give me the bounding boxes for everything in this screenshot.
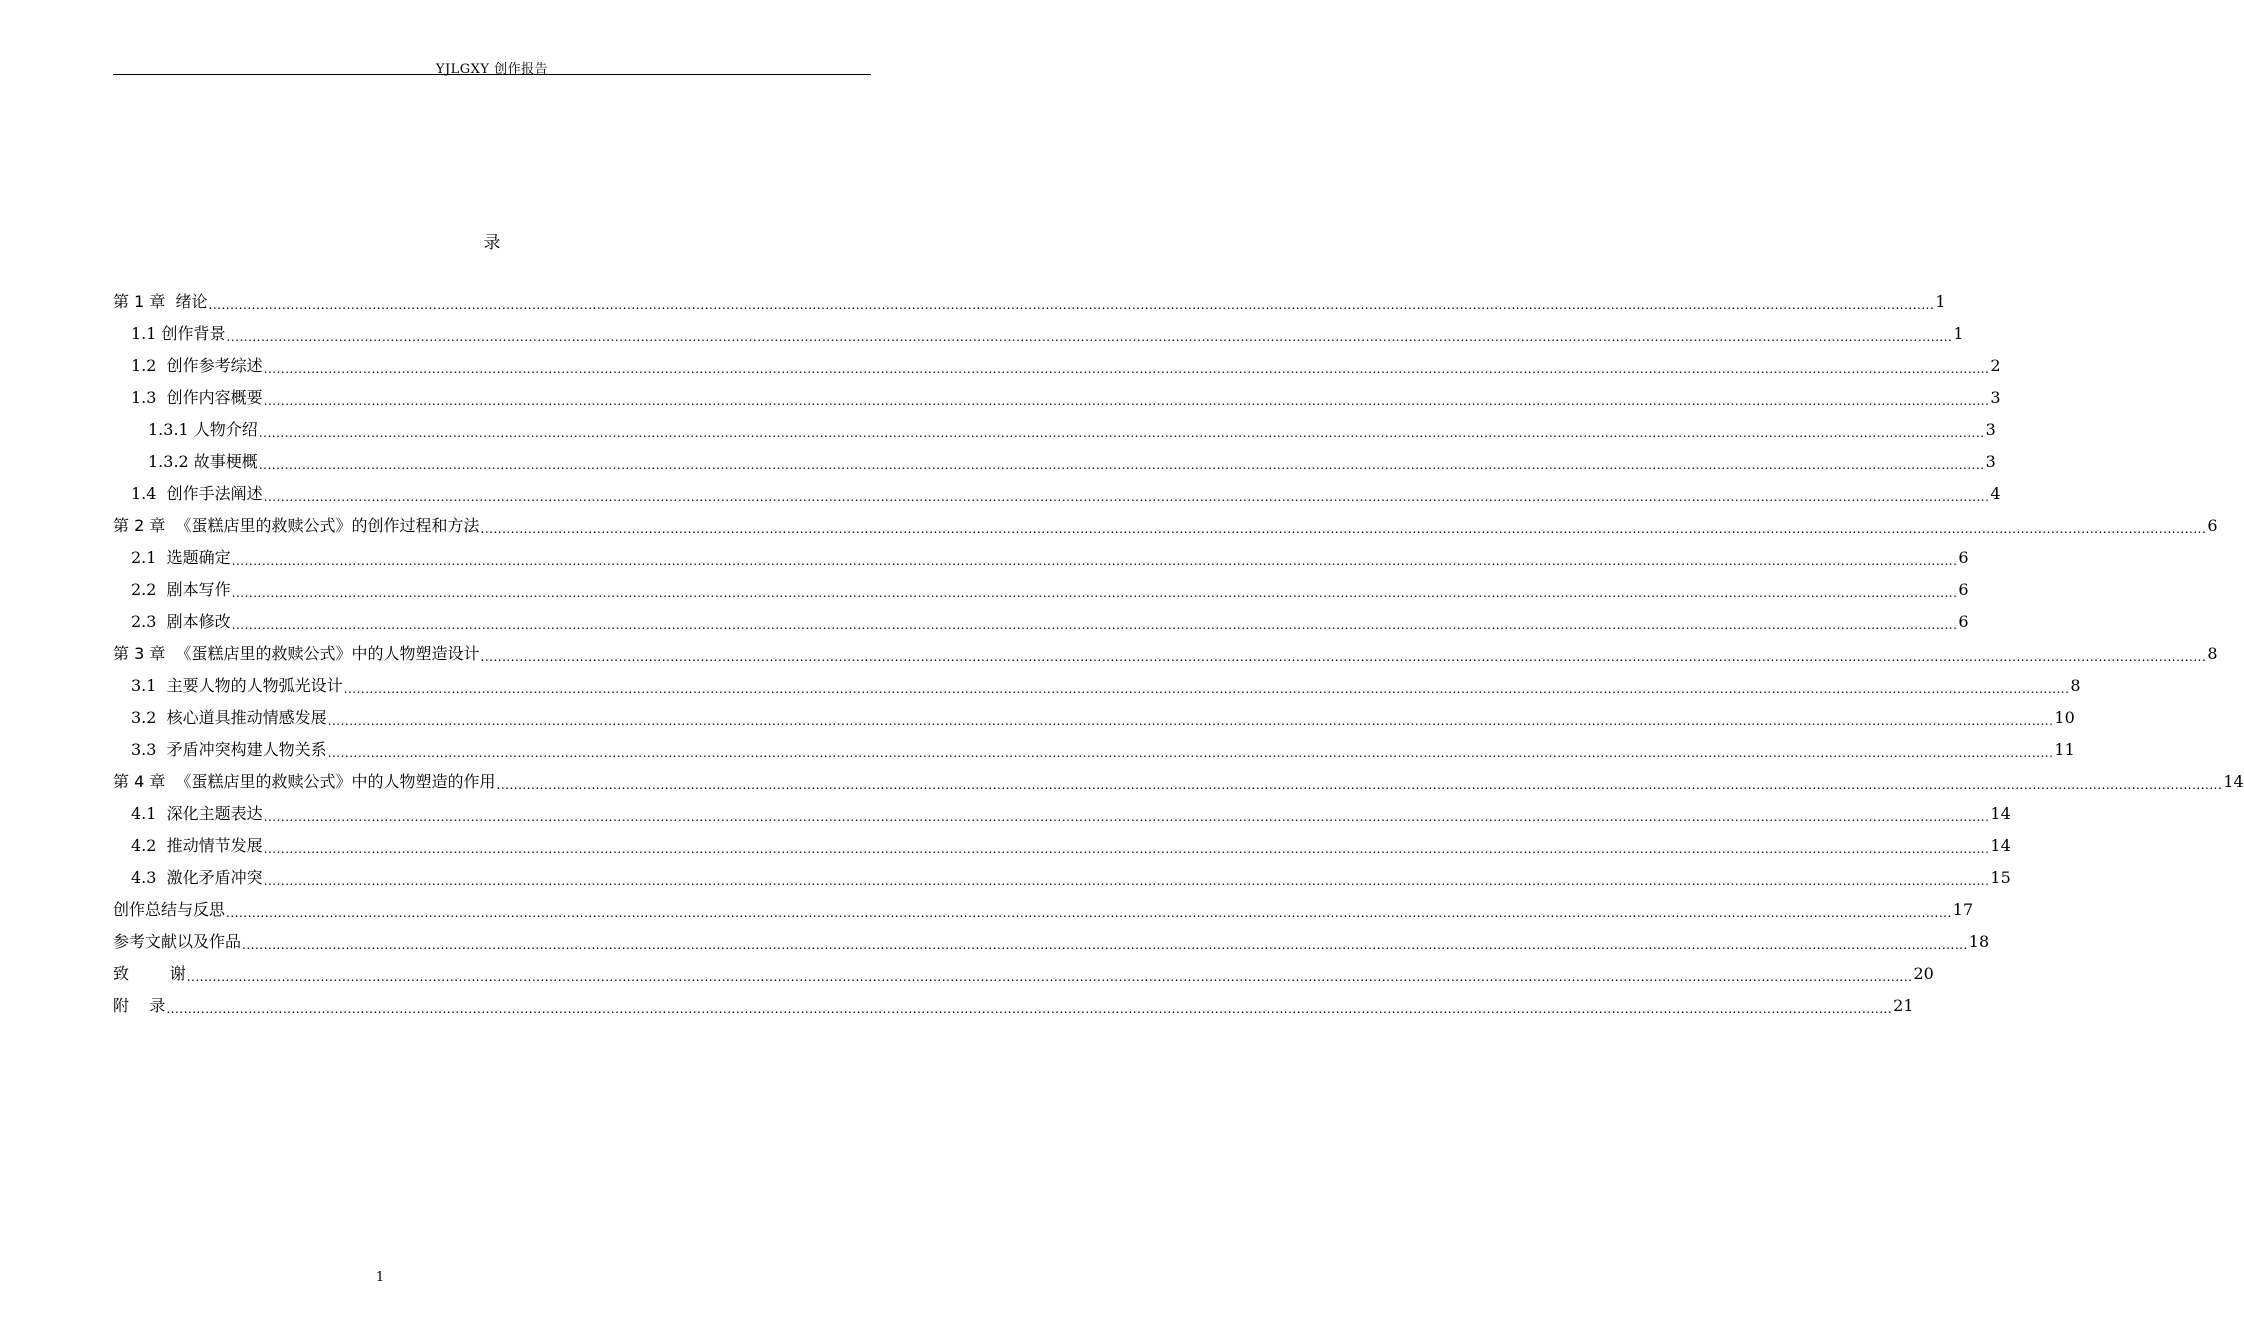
toc-entry-title: 3.3 矛盾冲突构建人物关系 xyxy=(131,740,327,759)
toc-entry-title: 2.1 选题确定 xyxy=(131,548,231,567)
toc-entry[interactable] xyxy=(113,670,2081,702)
toc-entry-page: 21 xyxy=(1893,996,1914,1015)
toc-entry[interactable] xyxy=(113,798,2011,830)
dot-leader: ................................................................................................................................................................................................................................................................................................................................................................................................................ xyxy=(226,906,1952,920)
toc-entry-title: 4.1 深化主题表达 xyxy=(131,804,263,823)
toc-entry-page: 3 xyxy=(1985,420,1996,439)
dot-leader: ................................................................................................................................................................................................................................................................................................................................................................................................................ xyxy=(208,298,1935,312)
toc-entry-page: 8 xyxy=(2070,676,2081,695)
toc-entry-title: 参考文献以及作品 xyxy=(113,932,242,951)
dot-leader: ................................................................................................................................................................................................................................................................................................................................................................................................................ xyxy=(231,554,1958,568)
toc-entry[interactable] xyxy=(113,958,1934,990)
toc-entry[interactable] xyxy=(113,350,2001,382)
toc-entry-title: 1.2 创作参考综述 xyxy=(131,356,263,375)
toc-entry[interactable] xyxy=(113,862,2011,894)
toc-entry-title: 2.3 剧本修改 xyxy=(131,612,231,631)
dot-leader: ................................................................................................................................................................................................................................................................................................................................................................................................................ xyxy=(263,362,1990,376)
toc-entry-title: 1.1 创作背景 xyxy=(131,324,226,343)
dot-leader: ................................................................................................................................................................................................................................................................................................................................................................................................................ xyxy=(263,394,1990,408)
toc-entry-title: 1.3 创作内容概要 xyxy=(131,388,263,407)
dot-leader: ................................................................................................................................................................................................................................................................................................................................................................................................................ xyxy=(263,874,1990,888)
toc-entry[interactable] xyxy=(113,926,1990,958)
toc-entry-page: 1 xyxy=(1953,324,1964,343)
toc-entry-page: 15 xyxy=(1990,868,2011,887)
toc-entry-title: 2.2 剧本写作 xyxy=(131,580,231,599)
toc-entry-page: 3 xyxy=(1990,388,2001,407)
toc-entry-title: 致 谢 xyxy=(113,964,186,983)
toc-entry-title: 3.1 主要人物的人物弧光设计 xyxy=(131,676,343,695)
dot-leader: ................................................................................................................................................................................................................................................................................................................................................................................................................ xyxy=(263,842,1990,856)
dot-leader: ................................................................................................................................................................................................................................................................................................................................................................................................................ xyxy=(226,330,1953,344)
toc-entry-page: 1 xyxy=(1935,292,1946,311)
toc-entry[interactable] xyxy=(113,606,1969,638)
toc-entry[interactable] xyxy=(113,478,2001,510)
toc-entry[interactable] xyxy=(113,638,2218,670)
toc-entry-title: 创作总结与反思 xyxy=(113,900,226,919)
toc-entry-page: 4 xyxy=(1990,484,2001,503)
toc-entry-title: 1.4 创作手法阐述 xyxy=(131,484,263,503)
toc-entry-title: 第 2 章 《蛋糕店里的救赎公式》的创作过程和方法 xyxy=(113,516,480,535)
dot-leader: ................................................................................................................................................................................................................................................................................................................................................................................................................ xyxy=(480,522,2207,536)
dot-leader: ................................................................................................................................................................................................................................................................................................................................................................................................................ xyxy=(480,650,2207,664)
dot-leader: ................................................................................................................................................................................................................................................................................................................................................................................................................ xyxy=(496,778,2223,792)
toc-entry[interactable] xyxy=(113,542,1969,574)
toc-entry-page: 11 xyxy=(2054,740,2075,759)
toc-entry-title: 第 1 章 绪论 xyxy=(113,292,208,311)
toc-entry[interactable] xyxy=(113,446,1996,478)
toc-entry[interactable] xyxy=(113,382,2001,414)
dot-leader: ................................................................................................................................................................................................................................................................................................................................................................................................................ xyxy=(327,714,2054,728)
toc-entry-title: 3.2 核心道具推动情感发展 xyxy=(131,708,327,727)
toc-entry-page: 14 xyxy=(1990,804,2011,823)
toc-entry-title: 4.2 推动情节发展 xyxy=(131,836,263,855)
toc-entry[interactable] xyxy=(113,734,2075,766)
toc-entry-page: 6 xyxy=(2207,516,2218,535)
table-of-contents xyxy=(113,286,2244,1022)
dot-leader: ................................................................................................................................................................................................................................................................................................................................................................................................................ xyxy=(263,490,1990,504)
toc-entry-page: 6 xyxy=(1958,548,1969,567)
dot-leader: ................................................................................................................................................................................................................................................................................................................................................................................................................ xyxy=(258,458,1985,472)
toc-entry-title: 1.3.1 人物介绍 xyxy=(148,420,258,439)
toc-entry[interactable] xyxy=(113,766,2244,798)
toc-entry-page: 8 xyxy=(2207,644,2218,663)
page-number: 1 xyxy=(375,1270,385,1285)
toc-entry-title: 4.3 激化矛盾冲突 xyxy=(131,868,263,887)
toc-entry[interactable] xyxy=(113,318,1964,350)
header-rule xyxy=(113,74,871,75)
toc-entry[interactable] xyxy=(113,510,2218,542)
toc-entry-page: 10 xyxy=(2054,708,2075,727)
toc-entry[interactable] xyxy=(113,830,2011,862)
dot-leader: ................................................................................................................................................................................................................................................................................................................................................................................................................ xyxy=(258,426,1985,440)
dot-leader: ................................................................................................................................................................................................................................................................................................................................................................................................................ xyxy=(242,938,1968,952)
dot-leader: ................................................................................................................................................................................................................................................................................................................................................................................................................ xyxy=(166,1002,1893,1016)
toc-entry-title: 第 4 章 《蛋糕店里的救赎公式》中的人物塑造的作用 xyxy=(113,772,496,791)
toc-entry[interactable] xyxy=(113,574,1969,606)
toc-entry-page: 6 xyxy=(1958,580,1969,599)
dot-leader: ................................................................................................................................................................................................................................................................................................................................................................................................................ xyxy=(263,810,1990,824)
toc-entry-page: 6 xyxy=(1958,612,1969,631)
page-header: YJLGXY 创作报告 xyxy=(435,62,549,77)
dot-leader: ................................................................................................................................................................................................................................................................................................................................................................................................................ xyxy=(327,746,2054,760)
toc-entry-page: 14 xyxy=(2223,772,2244,791)
toc-entry-title: 1.3.2 故事梗概 xyxy=(148,452,258,471)
toc-entry-page: 17 xyxy=(1952,900,1974,919)
toc-entry[interactable] xyxy=(113,414,1996,446)
toc-entry[interactable] xyxy=(113,990,1914,1022)
toc-entry-title: 附 录 xyxy=(113,996,166,1015)
toc-title: 录 xyxy=(483,233,501,253)
dot-leader: ................................................................................................................................................................................................................................................................................................................................................................................................................ xyxy=(343,682,2070,696)
toc-entry-page: 2 xyxy=(1990,356,2001,375)
toc-entry-page: 18 xyxy=(1968,932,1990,951)
toc-entry-page: 3 xyxy=(1985,452,1996,471)
toc-entry[interactable] xyxy=(113,702,2075,734)
toc-entry[interactable] xyxy=(113,894,1974,926)
dot-leader: ................................................................................................................................................................................................................................................................................................................................................................................................................ xyxy=(186,970,1913,984)
toc-entry-title: 第 3 章 《蛋糕店里的救赎公式》中的人物塑造设计 xyxy=(113,644,480,663)
dot-leader: ................................................................................................................................................................................................................................................................................................................................................................................................................ xyxy=(231,618,1958,632)
toc-entry[interactable] xyxy=(113,286,1946,318)
toc-entry-page: 20 xyxy=(1913,964,1934,983)
dot-leader: ................................................................................................................................................................................................................................................................................................................................................................................................................ xyxy=(231,586,1958,600)
toc-entry-page: 14 xyxy=(1990,836,2011,855)
